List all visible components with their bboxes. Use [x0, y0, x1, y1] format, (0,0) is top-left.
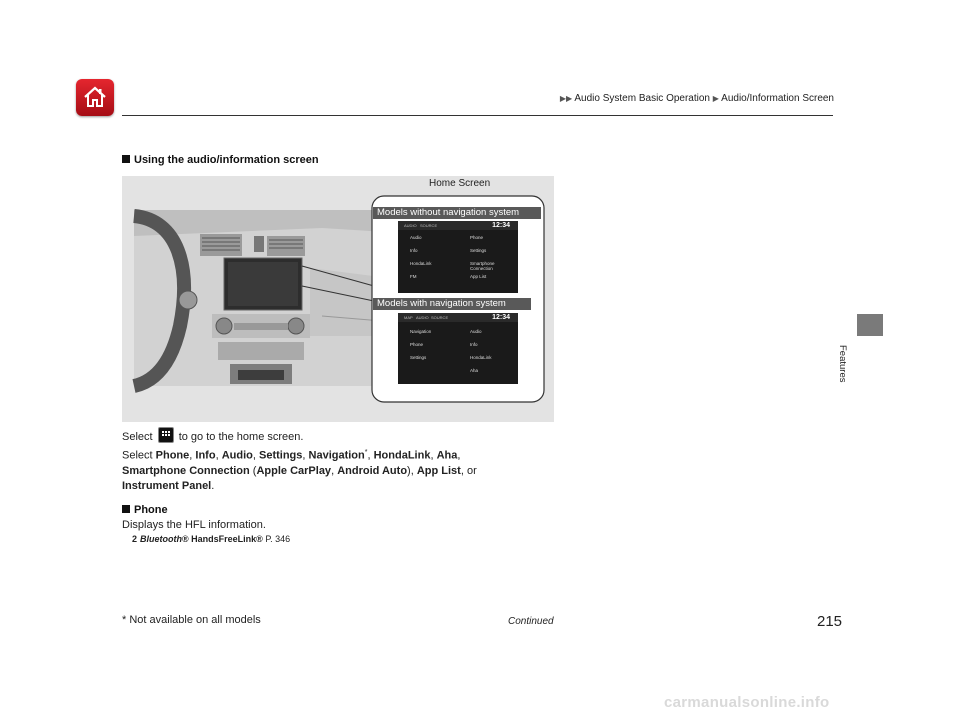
- home-item-smartphone[interactable]: Smartphone Connection: [470, 261, 495, 271]
- breadcrumb-arrow-icon: ▶: [712, 94, 719, 103]
- chapter-label: Features: [837, 345, 848, 383]
- phone-heading: Phone: [122, 504, 168, 516]
- term-android: Android Auto: [337, 464, 408, 477]
- term-aha: Aha: [436, 449, 458, 462]
- home-item-hondalink[interactable]: HondaLink: [470, 355, 492, 360]
- term-info: Info: [195, 449, 216, 462]
- header-rule: [122, 115, 833, 116]
- instructions: Select to go to the home screen. Select Phone, Info, Audio, Settings, Navigation*, HondaLink, Aha, Smartphone Connection (Apple CarPlay, Android Auto), App List, or Instrument Panel.: [122, 427, 552, 494]
- footnote: * Not available on all models: [122, 614, 261, 626]
- term-navigation: Navigation: [308, 449, 365, 462]
- tab-audio[interactable]: AUDIO: [416, 315, 429, 320]
- term-hondalink: HondaLink: [373, 449, 431, 462]
- tab-audio[interactable]: AUDIO: [404, 223, 417, 228]
- chapter-tab[interactable]: [857, 314, 883, 336]
- tab-source[interactable]: SOURCE: [420, 223, 438, 228]
- home-item-aha[interactable]: Aha: [470, 368, 479, 373]
- home-item-audio[interactable]: Audio: [470, 329, 482, 334]
- breadcrumb-item-audio-info-screen[interactable]: Audio/Information Screen: [721, 93, 834, 104]
- term-phone: Phone: [155, 449, 190, 462]
- home-item-audio[interactable]: Audio: [410, 235, 422, 240]
- page-number: 215: [817, 613, 843, 630]
- section-heading: Using the audio/information screen: [122, 154, 319, 166]
- home-screen-no-nav: [398, 221, 518, 293]
- home-item-navigation[interactable]: Navigation: [410, 329, 432, 334]
- square-bullet-icon: [122, 155, 130, 163]
- square-bullet-icon: [122, 505, 130, 513]
- term-applist: App List: [416, 464, 461, 477]
- home-item-settings[interactable]: Settings: [410, 355, 427, 360]
- term-smartphone: Smartphone Connection: [122, 464, 250, 477]
- home-item-settings[interactable]: Settings: [470, 248, 487, 253]
- home-screen-nav: [398, 313, 518, 384]
- term-audio: Audio: [221, 449, 253, 462]
- term-instrument: Instrument Panel: [122, 479, 212, 492]
- term-carplay: Apple CarPlay: [256, 464, 332, 477]
- term-settings: Settings: [258, 449, 303, 462]
- home-key-icon: [158, 427, 174, 443]
- clock: 12:34: [492, 222, 510, 229]
- bluetooth-xref-link[interactable]: 2 Bluetooth® HandsFreeLink® P. 346: [132, 534, 291, 544]
- figure-caption: Home Screen: [429, 178, 491, 189]
- home-item-applist[interactable]: App List: [470, 274, 487, 279]
- house-icon: [82, 84, 108, 110]
- breadcrumb: [560, 93, 834, 104]
- home-item-phone[interactable]: Phone: [410, 342, 424, 347]
- tab-source[interactable]: SOURCE: [431, 315, 449, 320]
- breadcrumb-item-audio-system[interactable]: Audio System Basic Operation: [574, 93, 710, 104]
- tab-map[interactable]: MAP: [404, 315, 413, 320]
- label-nav: Models with navigation system: [373, 298, 531, 310]
- home-item-info[interactable]: Info: [470, 342, 478, 347]
- home-item-phone[interactable]: Phone: [470, 235, 484, 240]
- xref-icon: 2: [132, 534, 138, 544]
- home-item-hondalink[interactable]: HondaLink: [410, 261, 432, 266]
- continued-label: Continued: [508, 616, 554, 627]
- watermark: carmanualsonline.info: [664, 694, 830, 711]
- home-item-info[interactable]: Info: [410, 248, 418, 253]
- home-item-fm[interactable]: FM: [410, 274, 417, 279]
- label-no-nav: Models without navigation system: [373, 207, 541, 219]
- phone-description: Displays the HFL information.: [122, 519, 266, 531]
- breadcrumb-arrow-icon: ▶▶: [559, 94, 573, 103]
- home-button[interactable]: [76, 79, 114, 116]
- clock: 12:34: [492, 314, 510, 321]
